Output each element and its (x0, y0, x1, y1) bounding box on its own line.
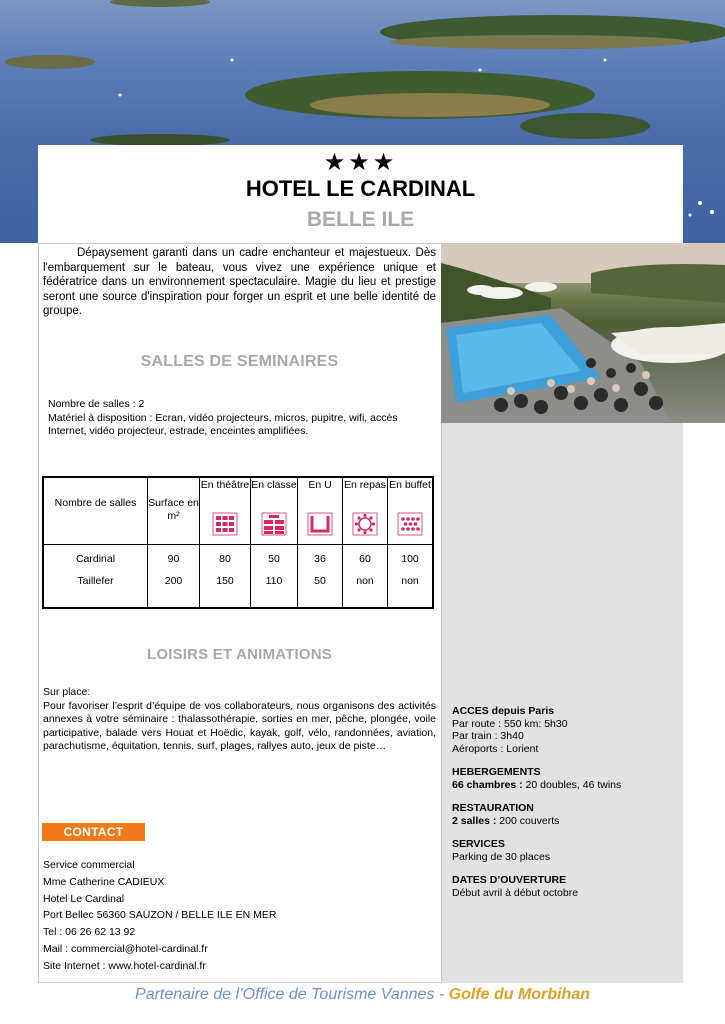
intro-text: Dépaysement garanti dans un cadre enchanteur et majestueux. Dès l'embarquement sur le bateau, vous vivez une expérience unique et fédératrice dans un environnement spectaculaire. Magie du lieu et prestige seront une source d'inspiration pour forger un esprit et une belle identité de groupe. (43, 247, 436, 318)
contact-button[interactable]: CONTACT (42, 823, 145, 841)
row-cardinal-name: Cardinal (75, 553, 116, 565)
acces-air: Aéroports : Lorient (452, 742, 539, 755)
footer-partner (0, 986, 725, 1004)
contact-mail[interactable]: Mail : commercial@hotel-cardinal.fr (43, 942, 208, 955)
row-cardinal-surface: 90 (167, 553, 180, 565)
intro-paragraph (43, 246, 436, 319)
hebergements-title: HEBERGEMENTS (452, 766, 541, 778)
dates-title: DATES D’OUVERTURE (452, 874, 567, 886)
restauration-value: 200 couverts (496, 814, 560, 827)
contact-service: Service commercial (43, 859, 135, 871)
row-taillefer-theatre: 150 (216, 575, 234, 587)
contact-details (43, 857, 423, 975)
row-cardinal-buffet: 100 (401, 553, 419, 565)
row-cardinal-repas: 60 (359, 553, 371, 565)
rooms-table (42, 476, 434, 609)
classe-layout-icon (260, 511, 288, 537)
contact-website[interactable]: Site Internet : www.hotel-cardinal.fr (43, 959, 206, 972)
salles-equipment: Matériel à disposition : Ecran, vidéo projecteurs, micros, pupitre, wifi, accès Internet, vidéo projecteur, estrade, enceintes amplifiées. (48, 411, 398, 437)
row-cardinal-u: 36 (314, 553, 326, 565)
row-taillefer-repas: non (356, 575, 374, 587)
row-cardinal-classe: 50 (268, 553, 280, 565)
contact-person: Mme Catherine CADIEUX (43, 875, 165, 888)
services-title: SERVICES (452, 838, 505, 850)
row-taillefer-classe: 110 (265, 575, 283, 587)
footer-prefix: Partenaire de l’Office de Tourisme Vannes - (135, 986, 449, 1003)
contact-tel[interactable]: Tel : 06 26 62 13 92 (43, 926, 136, 939)
salles-count: Nombre de salles : 2 (48, 398, 145, 410)
row-cardinal-theatre: 80 (219, 553, 231, 565)
header-surface: Surface en m² (148, 497, 199, 522)
dates-block (452, 874, 677, 899)
restauration-block (452, 802, 677, 827)
hebergements-block (452, 766, 677, 791)
title-card (38, 145, 683, 243)
footer-highlight: Golfe du Morbihan (448, 986, 590, 1003)
header-buffet: En buffet (389, 479, 431, 491)
hotel-title: HOTEL LE CARDINAL (245, 176, 476, 201)
header-repas: En repas (343, 479, 387, 491)
row-taillefer-surface: 200 (164, 575, 183, 587)
repas-layout-icon (351, 511, 379, 537)
acces-block (452, 705, 677, 755)
salles-info (48, 398, 434, 439)
acces-title: ACCES depuis Paris (452, 705, 555, 717)
header-u: En U (308, 479, 332, 491)
acces-route: Par route : 550 km: 5h30 (452, 717, 568, 730)
u-layout-icon (306, 511, 334, 537)
loisirs-paragraph (43, 686, 436, 754)
salles-section-title: SALLES DE SEMINAIRES (140, 353, 339, 370)
restauration-title: RESTAURATION (452, 802, 534, 814)
hotel-subtitle: BELLE ILE (306, 208, 415, 231)
hotel-stars: ★★★ (323, 148, 398, 176)
hebergements-value: 20 doubles, 46 twins (522, 778, 622, 791)
contact-hotel: Hotel Le Cardinal (43, 892, 125, 905)
header-theatre: En théâtre (200, 479, 250, 491)
row-taillefer-buffet: non (401, 575, 419, 587)
contact-address: Port Bellec 56360 SAUZON / BELLE ILE EN MER (43, 909, 277, 922)
services-value: Parking de 30 places (452, 850, 551, 863)
acces-train: Par train : 3h40 (452, 730, 524, 742)
pool-photo (441, 243, 725, 423)
sidebar-info (452, 705, 677, 910)
services-block (452, 838, 677, 863)
header-classe: En classe (251, 479, 297, 491)
restauration-label: 2 salles : (452, 814, 497, 827)
theatre-layout-icon (211, 511, 239, 537)
row-taillefer-u: 50 (314, 575, 326, 587)
hebergements-label: 66 chambres : (452, 778, 523, 791)
loisirs-section-title: LOISIRS ET ANIMATIONS (146, 646, 333, 663)
loisirs-intro: Sur place: (43, 686, 91, 698)
loisirs-text: Pour favoriser l’esprit d’équipe de vos collaborateurs, nous organisons des activités annexes à votre séminaire : thalassothérapie, sorties en mer, pêche, plongée, voile participative, balade vers Houat et Hoëdic, kayak, golf, vélo, randonnées, aviation, parachutisme, équitation, tennis, surf, plages, rallyes auto, jeux de piste… (43, 699, 436, 752)
buffet-layout-icon (396, 511, 424, 537)
header-rooms: Nombre de salles (54, 497, 137, 509)
row-taillefer-name: Taillefer (77, 575, 114, 587)
dates-value: Début avril à début octobre (452, 886, 579, 899)
